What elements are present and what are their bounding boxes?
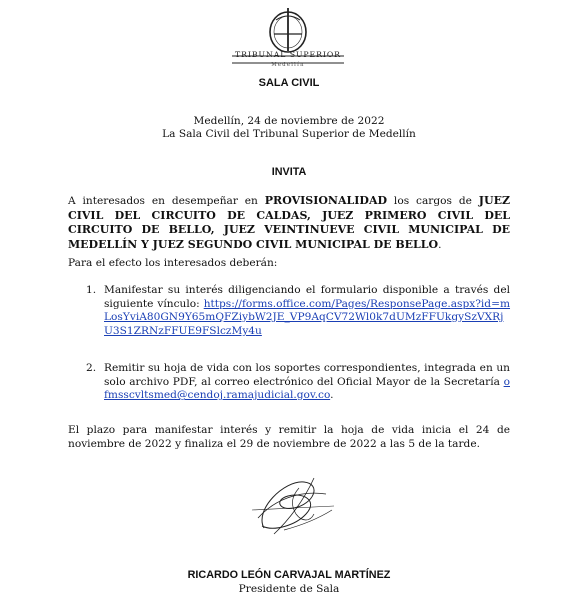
sala-heading: SALA CIVIL (258, 77, 320, 89)
signer-name: RICARDO LEÓN CARVAJAL MARTÍNEZ (187, 569, 391, 581)
step-1-text: Manifestar su interés diligenciando el formulario disponible a través del siguiente vínculo: (104, 284, 510, 310)
invitation-title: INVITA (271, 166, 307, 178)
signer-role: Presidente de Sala (238, 583, 340, 595)
logo-city-text: Medellín (271, 62, 305, 68)
form-link[interactable]: https://forms.office.com/Pages/ResponsePage.aspx?id=mLosYviA80GN9Y65mQFZiybW2JE_VP9AqCV72Wl0k7dUMzFFUkgySzVXRjU3S1ZRNzFFUE9FSlczMy4u (104, 297, 511, 337)
step-2-end: . (330, 389, 334, 402)
issuer-line: La Sala Civil del Tribunal Superior de Medellín (162, 128, 416, 140)
step-text (104, 284, 510, 338)
intro-paragraph (68, 194, 510, 252)
step-2-text: Remitir su hoja de vida con los soportes correspondientes, integrada en un solo archivo PDF, al correo electrónico del Oficial Mayor de la Secretaría (104, 362, 510, 388)
intro-end-text: . (438, 238, 442, 251)
date-line: Medellín, 24 de noviembre de 2022 (193, 115, 385, 127)
intro-before-text: A interesados en desempeñar en (68, 195, 265, 207)
handwritten-signature (244, 470, 344, 540)
provisional-keyword: PROVISIONALIDAD (264, 194, 388, 207)
step-number: 2. (86, 362, 97, 374)
logo-institution-text: TRIBUNAL SUPERIOR (235, 50, 341, 59)
intro-middle-text: los cargos de (387, 195, 479, 207)
instructions-lead: Para el efecto los interesados deberán: (68, 257, 278, 269)
deadline-paragraph: El plazo para manifestar interés y remitir la hoja de vida inicia el 24 de noviembre de 2022 y finaliza el 29 de noviembre de 2022 a las 5 de la tarde. (68, 424, 510, 450)
positions-list: JUEZ CIVIL DEL CIRCUITO DE CALDAS, JUEZ PRIMERO CIVIL DEL CIRCUITO DE BELLO, JUEZ VEINTINUEVE CIVIL MUNICIPAL DE MEDELLÍN Y JUEZ SEGUNDO CIVIL MUNICIPAL DE BELLO (68, 194, 510, 251)
step-text (104, 362, 510, 403)
step-number: 1. (86, 284, 97, 296)
email-link[interactable]: ofmsscvltsmed@cendoj.ramajudicial.gov.co (104, 375, 510, 402)
